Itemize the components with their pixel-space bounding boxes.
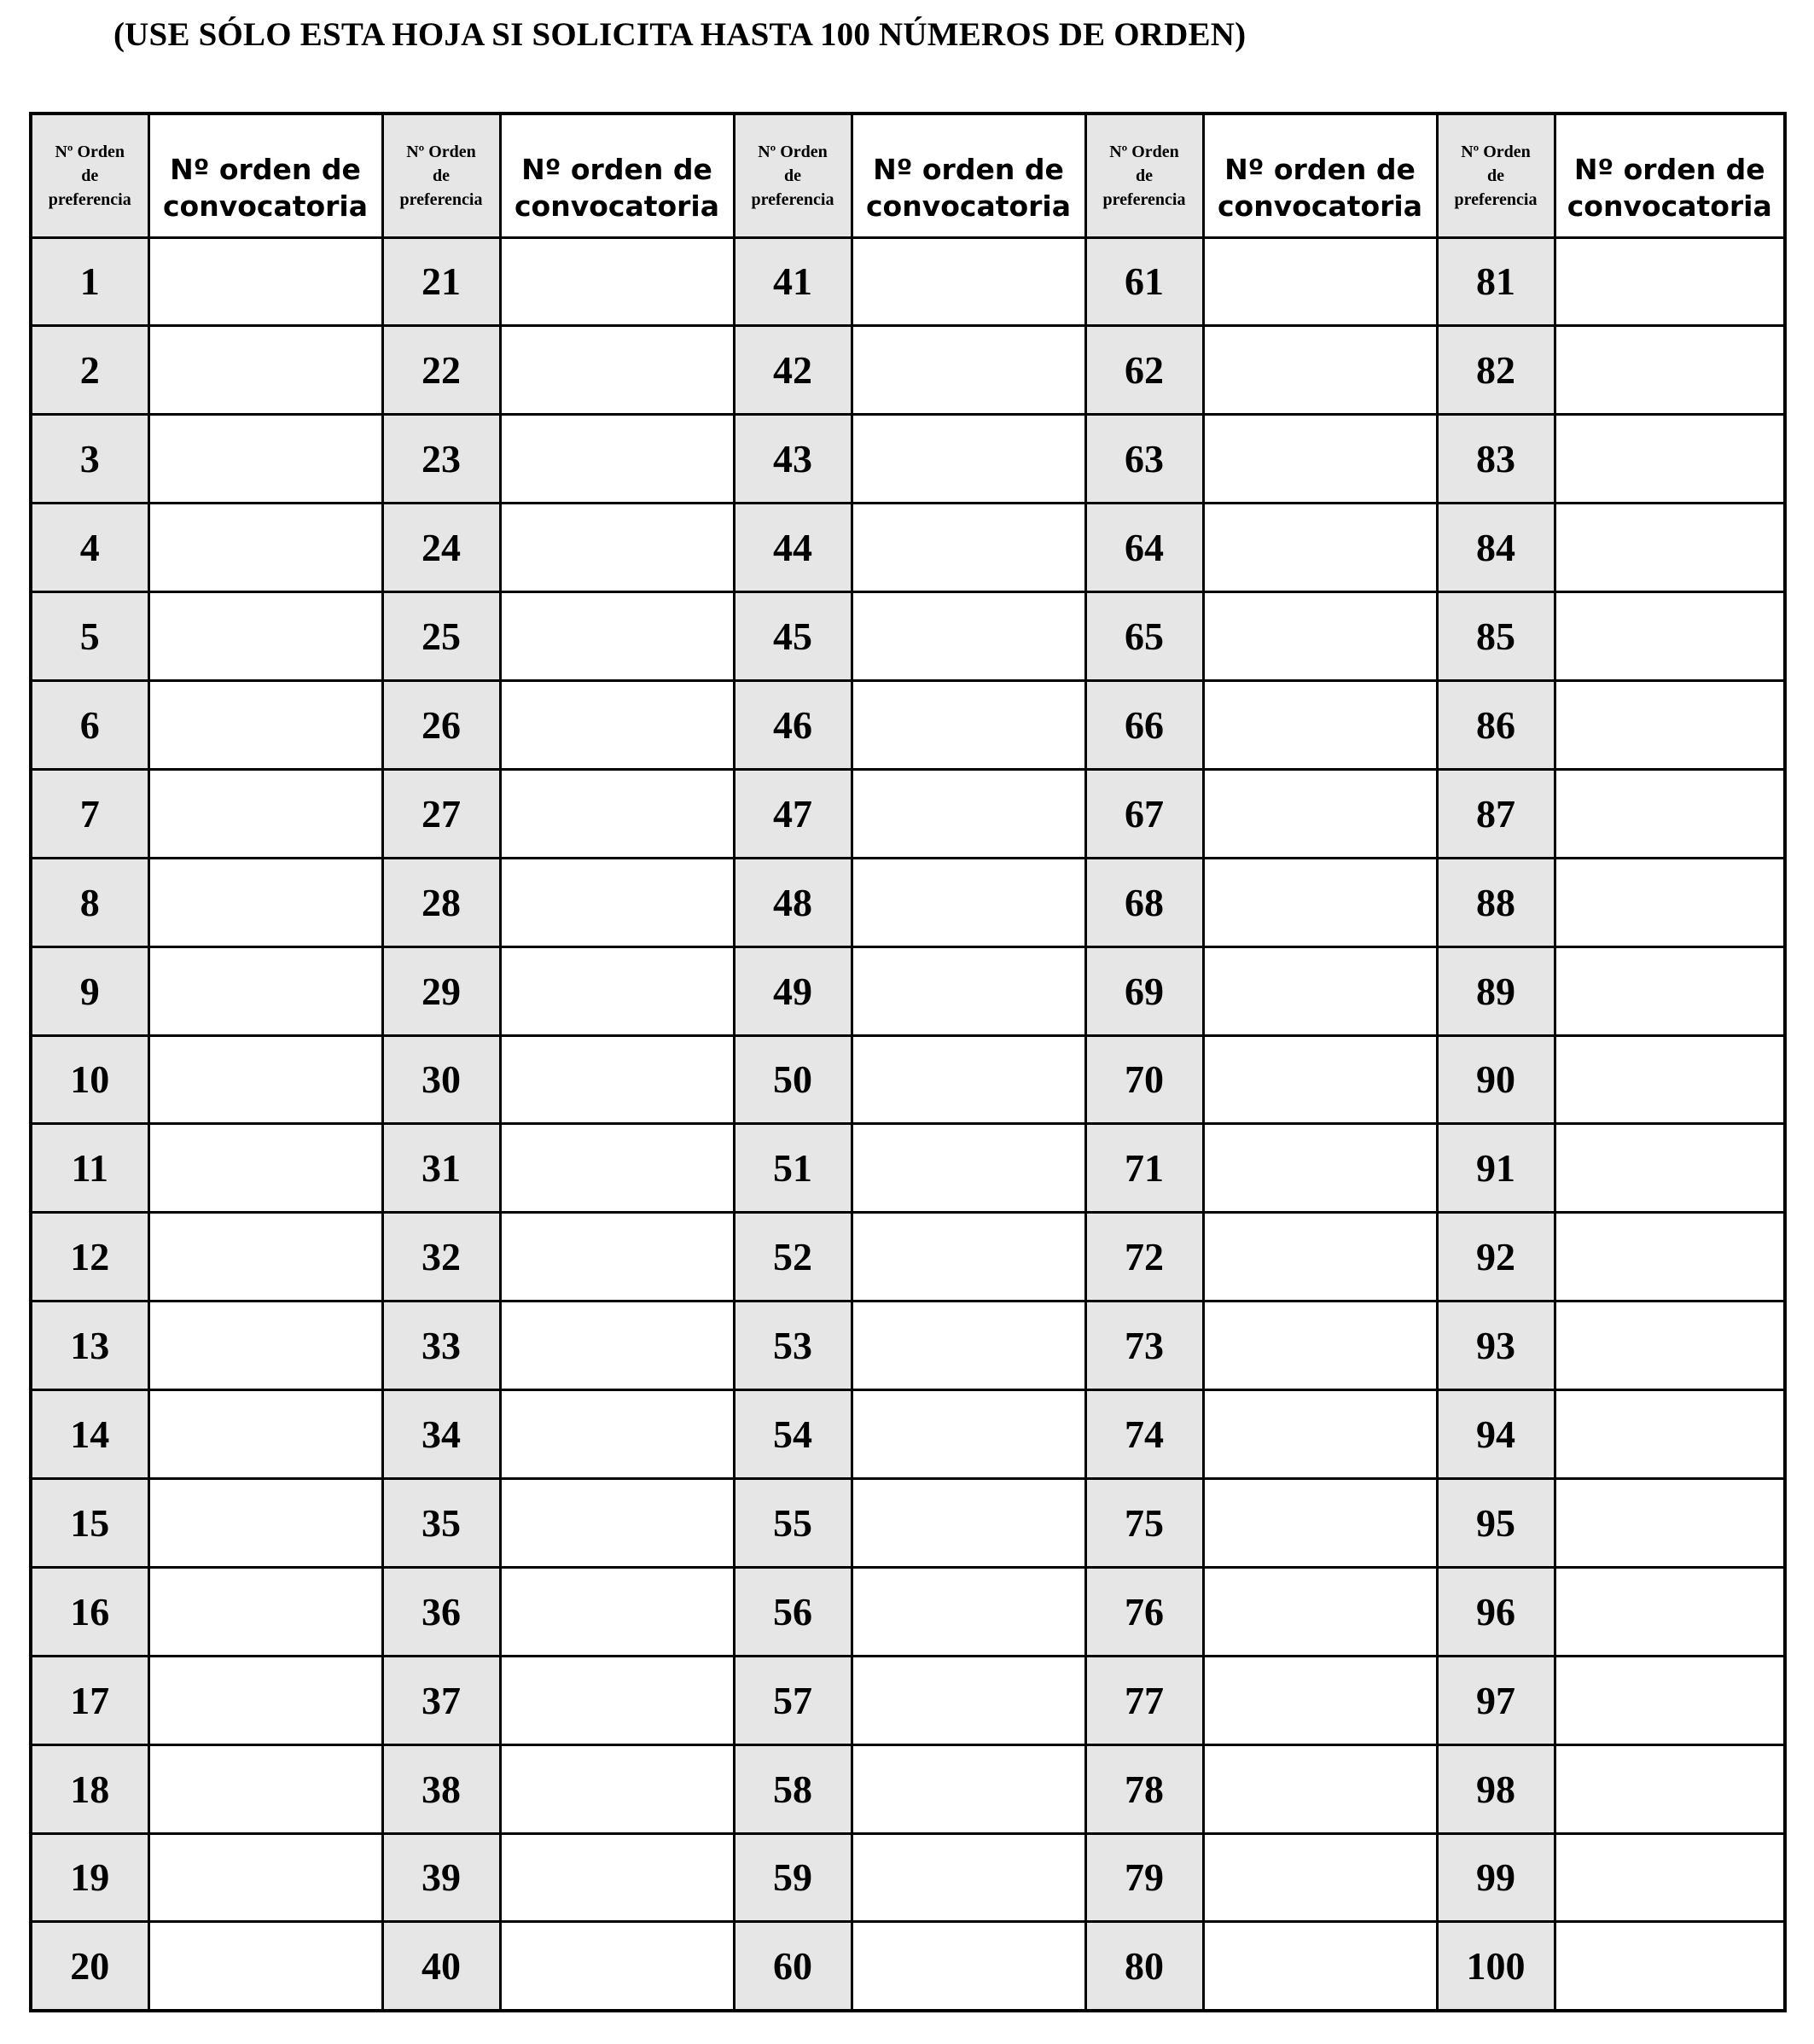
convocatoria-entry-cell[interactable] <box>852 858 1085 946</box>
convocatoria-entry-cell[interactable] <box>500 504 734 592</box>
table-row <box>31 1213 1785 1302</box>
preference-number-cell: 35 <box>382 1478 500 1567</box>
convocatoria-entry-cell[interactable] <box>500 1390 734 1479</box>
convocatoria-entry-cell[interactable] <box>148 592 382 681</box>
preference-number-cell: 24 <box>382 504 500 592</box>
convocatoria-entry-cell[interactable] <box>1555 1656 1785 1744</box>
preference-number-cell: 62 <box>1085 326 1203 415</box>
preference-number-cell: 92 <box>1437 1213 1555 1302</box>
preference-number-cell: 84 <box>1437 504 1555 592</box>
preference-number-cell: 38 <box>382 1744 500 1833</box>
table-row <box>31 1124 1785 1213</box>
header-preference-order <box>31 114 148 237</box>
convocatoria-entry-cell[interactable] <box>500 1035 734 1124</box>
preference-number-cell: 63 <box>1085 415 1203 504</box>
preference-number-cell: 75 <box>1085 1478 1203 1567</box>
convocatoria-entry-cell[interactable] <box>1555 1035 1785 1124</box>
convocatoria-entry-cell[interactable] <box>1555 858 1785 946</box>
table-row <box>31 1567 1785 1656</box>
preference-number-cell: 39 <box>382 1833 500 1922</box>
preference-number-cell: 32 <box>382 1213 500 1302</box>
preference-number-cell: 25 <box>382 592 500 681</box>
header-preference-label: Nº Orden <box>1109 142 1179 161</box>
convocatoria-entry-cell[interactable] <box>852 1833 1085 1922</box>
preference-number-cell: 64 <box>1085 504 1203 592</box>
preference-number-cell: 29 <box>382 946 500 1035</box>
table-row <box>31 326 1785 415</box>
preference-number-cell: 1 <box>31 237 148 326</box>
preference-number-cell: 16 <box>31 1567 148 1656</box>
header-preference-label: preferencia <box>48 189 131 209</box>
preference-number-cell: 30 <box>382 1035 500 1124</box>
preference-number-cell: 91 <box>1437 1124 1555 1213</box>
header-preference-label: Nº Orden <box>758 142 828 161</box>
convocatoria-entry-cell[interactable] <box>1555 1478 1785 1567</box>
convocatoria-entry-cell[interactable] <box>1203 1922 1437 2011</box>
convocatoria-entry-cell[interactable] <box>852 1035 1085 1124</box>
convocatoria-entry-cell[interactable] <box>1203 1478 1437 1567</box>
header-convocatoria-label: convocatoria <box>162 189 369 223</box>
preference-number-cell: 6 <box>31 680 148 769</box>
header-preference-label: preferencia <box>399 189 483 209</box>
table-row <box>31 1302 1785 1390</box>
convocatoria-entry-cell[interactable] <box>148 504 382 592</box>
convocatoria-entry-cell[interactable] <box>1203 1035 1437 1124</box>
preference-number-cell: 58 <box>734 1744 852 1833</box>
preference-number-cell: 90 <box>1437 1035 1555 1124</box>
convocatoria-entry-cell[interactable] <box>852 237 1085 326</box>
convocatoria-entry-cell[interactable] <box>148 326 382 415</box>
header-preference-order <box>734 114 852 237</box>
convocatoria-entry-cell[interactable] <box>148 1656 382 1744</box>
convocatoria-entry-cell[interactable] <box>1555 1922 1785 2011</box>
preference-number-cell: 88 <box>1437 858 1555 946</box>
convocatoria-entry-cell[interactable] <box>1203 1124 1437 1213</box>
preference-number-cell: 31 <box>382 1124 500 1213</box>
header-convocatoria-label: convocatoria <box>514 189 720 223</box>
convocatoria-entry-cell[interactable] <box>500 237 734 326</box>
table-row <box>31 1922 1785 2011</box>
convocatoria-entry-cell[interactable] <box>500 1744 734 1833</box>
preference-number-cell: 100 <box>1437 1922 1555 2011</box>
header-preference-label: de <box>1487 166 1504 185</box>
convocatoria-entry-cell[interactable] <box>148 769 382 858</box>
convocatoria-entry-cell[interactable] <box>852 1213 1085 1302</box>
convocatoria-entry-cell[interactable] <box>852 1124 1085 1213</box>
preference-number-cell: 2 <box>31 326 148 415</box>
preference-number-cell: 42 <box>734 326 852 415</box>
preference-number-cell: 53 <box>734 1302 852 1390</box>
convocatoria-entry-cell[interactable] <box>148 1833 382 1922</box>
convocatoria-entry-cell[interactable] <box>1203 858 1437 946</box>
preference-number-cell: 71 <box>1085 1124 1203 1213</box>
convocatoria-entry-cell[interactable] <box>500 1478 734 1567</box>
convocatoria-entry-cell[interactable] <box>1555 946 1785 1035</box>
preference-number-cell: 41 <box>734 237 852 326</box>
convocatoria-entry-cell[interactable] <box>148 1213 382 1302</box>
table-row <box>31 1035 1785 1124</box>
preference-number-cell: 22 <box>382 326 500 415</box>
table-row <box>31 858 1785 946</box>
preference-number-cell: 55 <box>734 1478 852 1567</box>
convocatoria-entry-cell[interactable] <box>148 1302 382 1390</box>
preference-number-cell: 99 <box>1437 1833 1555 1922</box>
convocatoria-entry-cell[interactable] <box>500 415 734 504</box>
preference-number-cell: 65 <box>1085 592 1203 681</box>
header-convocatoria-order <box>148 114 382 237</box>
convocatoria-entry-cell[interactable] <box>148 946 382 1035</box>
table-row <box>31 946 1785 1035</box>
header-preference-order <box>1085 114 1203 237</box>
preference-number-cell: 57 <box>734 1656 852 1744</box>
convocatoria-entry-cell[interactable] <box>148 1478 382 1567</box>
preference-number-cell: 96 <box>1437 1567 1555 1656</box>
convocatoria-entry-cell[interactable] <box>500 1922 734 2011</box>
convocatoria-entry-cell[interactable] <box>852 769 1085 858</box>
convocatoria-entry-cell[interactable] <box>1203 592 1437 681</box>
preference-number-cell: 60 <box>734 1922 852 2011</box>
header-convocatoria-order <box>1203 114 1437 237</box>
table-row <box>31 680 1785 769</box>
header-preference-order <box>1437 114 1555 237</box>
convocatoria-entry-cell[interactable] <box>852 326 1085 415</box>
convocatoria-entry-cell[interactable] <box>1203 415 1437 504</box>
preference-number-cell: 94 <box>1437 1390 1555 1479</box>
header-convocatoria-label: Nº orden de <box>1573 152 1765 186</box>
header-convocatoria-label: Nº orden de <box>1224 152 1416 186</box>
convocatoria-entry-cell[interactable] <box>500 1833 734 1922</box>
preference-number-cell: 54 <box>734 1390 852 1479</box>
preference-number-cell: 93 <box>1437 1302 1555 1390</box>
preference-number-cell: 89 <box>1437 946 1555 1035</box>
preference-number-cell: 83 <box>1437 415 1555 504</box>
preference-number-cell: 47 <box>734 769 852 858</box>
table-row <box>31 415 1785 504</box>
preference-number-cell: 79 <box>1085 1833 1203 1922</box>
preference-number-cell: 40 <box>382 1922 500 2011</box>
preference-number-cell: 3 <box>31 415 148 504</box>
convocatoria-entry-cell[interactable] <box>1555 1124 1785 1213</box>
header-preference-label: preferencia <box>1102 189 1186 209</box>
preference-number-cell: 37 <box>382 1656 500 1744</box>
table-row <box>31 237 1785 326</box>
convocatoria-entry-cell[interactable] <box>1203 1213 1437 1302</box>
preference-number-cell: 14 <box>31 1390 148 1479</box>
preference-number-cell: 68 <box>1085 858 1203 946</box>
preference-number-cell: 46 <box>734 680 852 769</box>
convocatoria-entry-cell[interactable] <box>852 1922 1085 2011</box>
preference-number-cell: 12 <box>31 1213 148 1302</box>
preference-number-cell: 72 <box>1085 1213 1203 1302</box>
table-row <box>31 504 1785 592</box>
preference-number-cell: 77 <box>1085 1656 1203 1744</box>
convocatoria-entry-cell[interactable] <box>1555 237 1785 326</box>
preference-number-cell: 73 <box>1085 1302 1203 1390</box>
convocatoria-entry-cell[interactable] <box>1555 326 1785 415</box>
convocatoria-entry-cell[interactable] <box>1203 237 1437 326</box>
preference-number-cell: 69 <box>1085 946 1203 1035</box>
convocatoria-entry-cell[interactable] <box>1555 1213 1785 1302</box>
header-preference-order <box>382 114 500 237</box>
convocatoria-entry-cell[interactable] <box>1555 504 1785 592</box>
preference-number-cell: 7 <box>31 769 148 858</box>
preference-number-cell: 5 <box>31 592 148 681</box>
table-row <box>31 1478 1785 1567</box>
header-convocatoria-label: Nº orden de <box>873 152 1064 186</box>
convocatoria-entry-cell[interactable] <box>500 680 734 769</box>
convocatoria-entry-cell[interactable] <box>852 1302 1085 1390</box>
table-header-row <box>31 114 1785 237</box>
convocatoria-entry-cell[interactable] <box>500 1567 734 1656</box>
preference-number-cell: 76 <box>1085 1567 1203 1656</box>
preference-number-cell: 66 <box>1085 680 1203 769</box>
preference-number-cell: 97 <box>1437 1656 1555 1744</box>
preference-number-cell: 15 <box>31 1478 148 1567</box>
convocatoria-entry-cell[interactable] <box>1555 415 1785 504</box>
convocatoria-entry-cell[interactable] <box>148 680 382 769</box>
convocatoria-entry-cell[interactable] <box>1203 1656 1437 1744</box>
convocatoria-entry-cell[interactable] <box>1203 1567 1437 1656</box>
header-convocatoria-order <box>500 114 734 237</box>
preference-number-cell: 28 <box>382 858 500 946</box>
preference-number-cell: 70 <box>1085 1035 1203 1124</box>
convocatoria-entry-cell[interactable] <box>500 1302 734 1390</box>
convocatoria-entry-cell[interactable] <box>500 1213 734 1302</box>
convocatoria-entry-cell[interactable] <box>1555 1744 1785 1833</box>
header-preference-label: de <box>1136 166 1153 185</box>
preference-number-cell: 98 <box>1437 1744 1555 1833</box>
table-row <box>31 1833 1785 1922</box>
convocatoria-entry-cell[interactable] <box>148 1744 382 1833</box>
convocatoria-entry-cell[interactable] <box>852 1656 1085 1744</box>
convocatoria-entry-cell[interactable] <box>1203 769 1437 858</box>
preference-number-cell: 9 <box>31 946 148 1035</box>
header-preference-label: Nº Orden <box>55 142 125 161</box>
preference-number-cell: 87 <box>1437 769 1555 858</box>
preference-number-cell: 18 <box>31 1744 148 1833</box>
convocatoria-entry-cell[interactable] <box>852 1567 1085 1656</box>
convocatoria-entry-cell[interactable] <box>1555 769 1785 858</box>
preference-number-cell: 8 <box>31 858 148 946</box>
preference-number-cell: 26 <box>382 680 500 769</box>
convocatoria-entry-cell[interactable] <box>1203 326 1437 415</box>
convocatoria-entry-cell[interactable] <box>1203 504 1437 592</box>
convocatoria-entry-cell[interactable] <box>500 326 734 415</box>
preference-number-cell: 43 <box>734 415 852 504</box>
header-preference-label: de <box>81 166 99 185</box>
preference-number-cell: 44 <box>734 504 852 592</box>
preference-number-cell: 17 <box>31 1656 148 1744</box>
preference-number-cell: 19 <box>31 1833 148 1922</box>
convocatoria-entry-cell[interactable] <box>852 504 1085 592</box>
convocatoria-entry-cell[interactable] <box>500 946 734 1035</box>
header-convocatoria-label: convocatoria <box>1567 189 1772 223</box>
preference-number-cell: 21 <box>382 237 500 326</box>
preference-number-cell: 45 <box>734 592 852 681</box>
header-preference-label: Nº Orden <box>406 142 476 161</box>
preference-number-cell: 56 <box>734 1567 852 1656</box>
convocatoria-entry-cell[interactable] <box>1203 1833 1437 1922</box>
convocatoria-entry-cell[interactable] <box>852 680 1085 769</box>
preference-number-cell: 23 <box>382 415 500 504</box>
table-row <box>31 769 1785 858</box>
convocatoria-entry-cell[interactable] <box>852 946 1085 1035</box>
header-preference-label: preferencia <box>1454 189 1538 209</box>
convocatoria-entry-cell[interactable] <box>1555 1302 1785 1390</box>
table-row <box>31 1656 1785 1744</box>
convocatoria-entry-cell[interactable] <box>148 1035 382 1124</box>
preference-number-cell: 61 <box>1085 237 1203 326</box>
convocatoria-entry-cell[interactable] <box>148 1567 382 1656</box>
preference-number-cell: 11 <box>31 1124 148 1213</box>
table-row <box>31 592 1785 681</box>
convocatoria-entry-cell[interactable] <box>1555 680 1785 769</box>
preference-number-cell: 36 <box>382 1567 500 1656</box>
preference-number-cell: 52 <box>734 1213 852 1302</box>
preference-number-cell: 51 <box>734 1124 852 1213</box>
header-preference-label: Nº Orden <box>1461 142 1531 161</box>
page-title: (USE SÓLO ESTA HOJA SI SOLICITA HASTA 100 NÚMEROS DE ORDEN) <box>113 16 1247 53</box>
convocatoria-entry-cell[interactable] <box>1203 680 1437 769</box>
header-preference-label: preferencia <box>751 189 834 209</box>
convocatoria-entry-cell[interactable] <box>852 592 1085 681</box>
table-row <box>31 1390 1785 1479</box>
preference-number-cell: 49 <box>734 946 852 1035</box>
table-row <box>31 1744 1785 1833</box>
convocatoria-entry-cell[interactable] <box>148 1390 382 1479</box>
header-convocatoria-label: convocatoria <box>1217 189 1423 223</box>
convocatoria-entry-cell[interactable] <box>1555 592 1785 681</box>
convocatoria-entry-cell[interactable] <box>1203 1302 1437 1390</box>
convocatoria-entry-cell[interactable] <box>500 858 734 946</box>
preference-number-cell: 59 <box>734 1833 852 1922</box>
convocatoria-entry-cell[interactable] <box>852 1744 1085 1833</box>
convocatoria-entry-cell[interactable] <box>148 1922 382 2011</box>
convocatoria-entry-cell[interactable] <box>1203 1390 1437 1479</box>
convocatoria-entry-cell[interactable] <box>1203 946 1437 1035</box>
convocatoria-entry-cell[interactable] <box>1203 1744 1437 1833</box>
convocatoria-entry-cell[interactable] <box>500 592 734 681</box>
convocatoria-entry-cell[interactable] <box>500 769 734 858</box>
preference-number-cell: 82 <box>1437 326 1555 415</box>
header-preference-label: de <box>433 166 450 185</box>
convocatoria-entry-cell[interactable] <box>852 1478 1085 1567</box>
preference-number-cell: 80 <box>1085 1922 1203 2011</box>
preference-number-cell: 85 <box>1437 592 1555 681</box>
header-convocatoria-label: convocatoria <box>865 189 1072 223</box>
preference-number-cell: 74 <box>1085 1390 1203 1479</box>
convocatoria-entry-cell[interactable] <box>148 237 382 326</box>
convocatoria-entry-cell[interactable] <box>148 858 382 946</box>
preference-number-cell: 86 <box>1437 680 1555 769</box>
preference-number-cell: 27 <box>382 769 500 858</box>
preference-number-cell: 67 <box>1085 769 1203 858</box>
preference-number-cell: 81 <box>1437 237 1555 326</box>
convocatoria-entry-cell[interactable] <box>500 1656 734 1744</box>
preference-number-cell: 20 <box>31 1922 148 2011</box>
header-preference-label: de <box>784 166 801 185</box>
preference-table <box>29 112 1787 2012</box>
convocatoria-entry-cell[interactable] <box>148 415 382 504</box>
preference-number-cell: 4 <box>31 504 148 592</box>
header-convocatoria-order <box>1555 114 1785 237</box>
convocatoria-entry-cell[interactable] <box>1555 1390 1785 1479</box>
convocatoria-entry-cell[interactable] <box>1555 1567 1785 1656</box>
table-body <box>31 237 1785 2011</box>
preference-number-cell: 50 <box>734 1035 852 1124</box>
preference-number-cell: 78 <box>1085 1744 1203 1833</box>
preference-number-cell: 34 <box>382 1390 500 1479</box>
convocatoria-entry-cell[interactable] <box>1555 1833 1785 1922</box>
preference-number-cell: 95 <box>1437 1478 1555 1567</box>
convocatoria-entry-cell[interactable] <box>852 1390 1085 1479</box>
header-convocatoria-order <box>852 114 1085 237</box>
preference-number-cell: 13 <box>31 1302 148 1390</box>
convocatoria-entry-cell[interactable] <box>500 1124 734 1213</box>
preference-number-cell: 33 <box>382 1302 500 1390</box>
preference-number-cell: 48 <box>734 858 852 946</box>
preference-number-cell: 10 <box>31 1035 148 1124</box>
convocatoria-entry-cell[interactable] <box>148 1124 382 1213</box>
header-convocatoria-label: Nº orden de <box>521 152 712 186</box>
header-convocatoria-label: Nº orden de <box>170 152 361 186</box>
convocatoria-entry-cell[interactable] <box>852 415 1085 504</box>
